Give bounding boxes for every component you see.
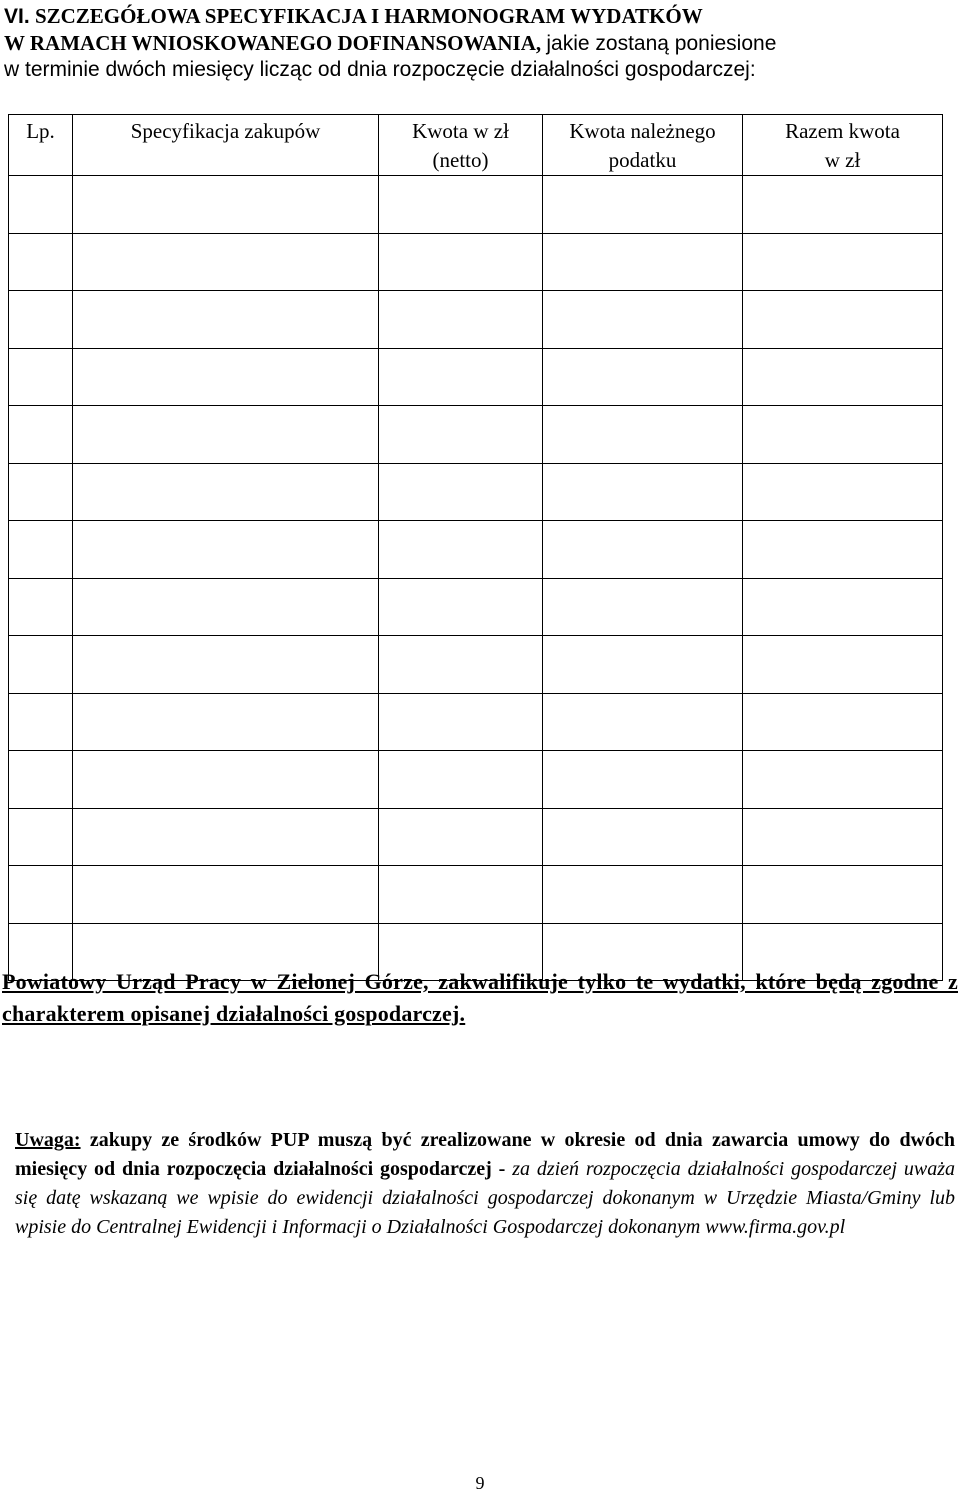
cell-specification[interactable] (73, 751, 379, 809)
cell-total-amount[interactable] (743, 521, 943, 579)
cell-tax-amount[interactable] (543, 233, 743, 291)
remark-bold-text: zakupy ze środków PUP muszą być zrealizowane w okresie od dnia zawarcia umowy do dwóch miesięcy od dnia rozpoczęcia działalności gospodarczej - (15, 1129, 956, 1180)
table-row (9, 176, 943, 234)
page-number: 9 (475, 1473, 485, 1493)
remark-italic-text: za dzień rozpoczęcia działalności gospodarczej uważa się datę wskazaną we wpisie do ewidencji działalności gospodarczej dokonanym w Urzędzie Miasta/Gminy lub wpisie do Centralnej Ewidencji i Informacji o Działalności Gospodarczej dokonanym www.firma.gov.pl (15, 1158, 955, 1238)
cell-tax-amount[interactable] (543, 406, 743, 464)
cell-tax-amount[interactable] (543, 636, 743, 694)
cell-lp[interactable] (9, 578, 73, 636)
cell-total-amount[interactable] (743, 751, 943, 809)
cell-total-amount[interactable] (743, 233, 943, 291)
header-tax-amount: Kwota należnego podatku (543, 115, 743, 176)
expense-specification-table (8, 114, 943, 981)
table-row (9, 463, 943, 521)
cell-net-amount[interactable] (379, 636, 543, 694)
cell-net-amount[interactable] (379, 866, 543, 924)
cell-net-amount[interactable] (379, 693, 543, 751)
cell-tax-amount[interactable] (543, 578, 743, 636)
table-header-row (9, 115, 943, 176)
cell-tax-amount[interactable] (543, 348, 743, 406)
cell-tax-amount[interactable] (543, 521, 743, 579)
header-lp: Lp. (9, 115, 73, 176)
cell-net-amount[interactable] (379, 233, 543, 291)
cell-lp[interactable] (9, 406, 73, 464)
cell-lp[interactable] (9, 808, 73, 866)
cell-specification[interactable] (73, 463, 379, 521)
cell-lp[interactable] (9, 636, 73, 694)
cell-net-amount[interactable] (379, 463, 543, 521)
cell-total-amount[interactable] (743, 693, 943, 751)
cell-tax-amount[interactable] (543, 866, 743, 924)
table-body (9, 176, 943, 981)
cell-tax-amount[interactable] (543, 176, 743, 234)
cell-lp[interactable] (9, 693, 73, 751)
cell-total-amount[interactable] (743, 291, 943, 349)
cell-lp[interactable] (9, 348, 73, 406)
cell-tax-amount[interactable] (543, 751, 743, 809)
table-row (9, 233, 943, 291)
cell-specification[interactable] (73, 636, 379, 694)
table-row (9, 866, 943, 924)
cell-total-amount[interactable] (743, 636, 943, 694)
cell-specification[interactable] (73, 521, 379, 579)
cell-lp[interactable] (9, 751, 73, 809)
heading-line-3: w terminie dwóch miesięcy licząc od dnia rozpoczęcie działalności gospodarczej: (4, 58, 756, 81)
cell-tax-amount[interactable] (543, 693, 743, 751)
remark-label: Uwaga: (15, 1129, 81, 1151)
section-number: VI. (4, 5, 30, 28)
header-total-amount: Razem kwota w zł (743, 115, 943, 176)
table-row (9, 578, 943, 636)
cell-specification[interactable] (73, 578, 379, 636)
cell-lp[interactable] (9, 521, 73, 579)
cell-net-amount[interactable] (379, 808, 543, 866)
header-specification: Specyfikacja zakupów (73, 115, 379, 176)
cell-specification[interactable] (73, 233, 379, 291)
cell-specification[interactable] (73, 406, 379, 464)
cell-specification[interactable] (73, 693, 379, 751)
cell-net-amount[interactable] (379, 751, 543, 809)
cell-lp[interactable] (9, 463, 73, 521)
cell-total-amount[interactable] (743, 176, 943, 234)
cell-total-amount[interactable] (743, 348, 943, 406)
cell-net-amount[interactable] (379, 348, 543, 406)
cell-tax-amount[interactable] (543, 463, 743, 521)
heading-line-2 (4, 30, 954, 57)
cell-lp[interactable] (9, 233, 73, 291)
table-row (9, 751, 943, 809)
table-row (9, 521, 943, 579)
cell-specification[interactable] (73, 291, 379, 349)
table-row (9, 808, 943, 866)
cell-specification[interactable] (73, 348, 379, 406)
table-row (9, 693, 943, 751)
heading-title-line-2: W RAMACH WNIOSKOWANEGO DOFINANSOWANIA, (4, 31, 542, 55)
table-row (9, 348, 943, 406)
heading-line-1 (4, 3, 954, 30)
cell-specification[interactable] (73, 808, 379, 866)
cell-lp[interactable] (9, 291, 73, 349)
cell-lp[interactable] (9, 866, 73, 924)
section-heading (4, 3, 954, 83)
cell-net-amount[interactable] (379, 291, 543, 349)
cell-net-amount[interactable] (379, 176, 543, 234)
cell-net-amount[interactable] (379, 406, 543, 464)
cell-tax-amount[interactable] (543, 291, 743, 349)
cell-total-amount[interactable] (743, 578, 943, 636)
cell-total-amount[interactable] (743, 866, 943, 924)
table-row (9, 406, 943, 464)
cell-specification[interactable] (73, 866, 379, 924)
cell-net-amount[interactable] (379, 578, 543, 636)
cell-tax-amount[interactable] (543, 808, 743, 866)
heading-title-line-1: SZCZEGÓŁOWA SPECYFIKACJA I HARMONOGRAM WYDATKÓW (34, 4, 703, 28)
cell-lp[interactable] (9, 176, 73, 234)
table-row (9, 291, 943, 349)
cell-total-amount[interactable] (743, 463, 943, 521)
cell-specification[interactable] (73, 176, 379, 234)
header-net-amount: Kwota w zł (netto) (379, 115, 543, 176)
cell-total-amount[interactable] (743, 406, 943, 464)
cell-total-amount[interactable] (743, 808, 943, 866)
remark-paragraph (15, 1126, 955, 1242)
cell-net-amount[interactable] (379, 521, 543, 579)
heading-subtitle: jakie zostaną poniesione (546, 32, 777, 55)
eligibility-notice: Powiatowy Urząd Pracy w Zielonej Górze, zakwalifikuje tylko te wydatki, które będą zgodne z charakterem opisanej działalności gospodarczej. (2, 969, 958, 1026)
table-row (9, 636, 943, 694)
